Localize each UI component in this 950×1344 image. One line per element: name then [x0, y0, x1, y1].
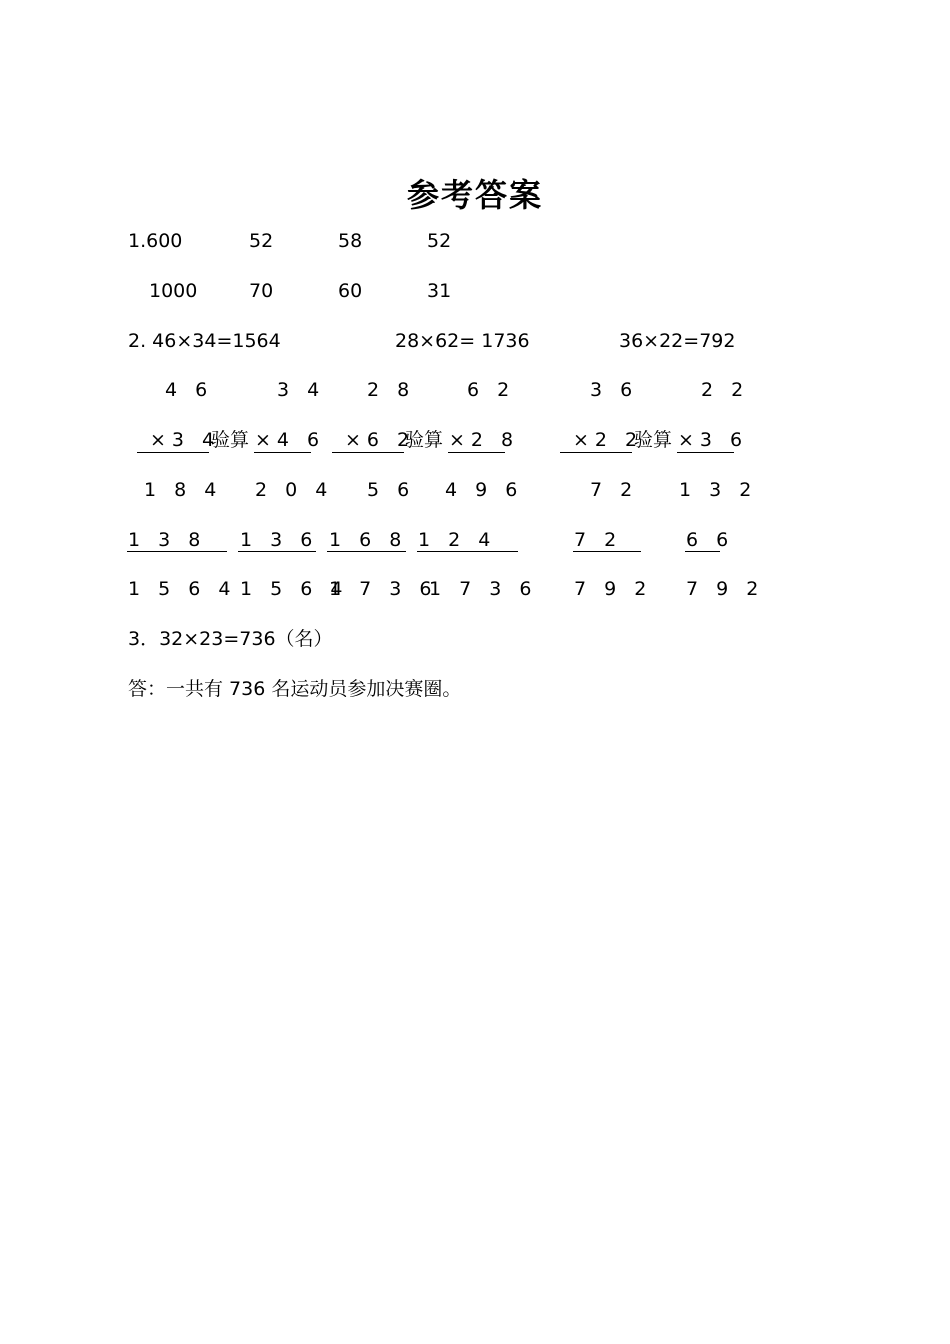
c1-top-a: 4 6 — [165, 379, 214, 401]
c3-p2-a: 7 2 — [574, 529, 623, 551]
q3-answer: 答：一共有 736 名运动员参加决赛圈。 — [128, 678, 462, 700]
c1-mul-a-underline — [137, 452, 209, 453]
q3-equation: 3．32×23=736（名） — [128, 628, 333, 650]
q1-r1-c1: 1.600 — [128, 230, 183, 252]
c3-p1-a: 7 2 — [590, 479, 639, 501]
c2-p2-b-underline — [417, 551, 518, 552]
c1-p2-b-underline — [238, 551, 316, 552]
c1-p2-b: 1 3 6 — [240, 529, 319, 551]
c3-top-b: 2 2 — [701, 379, 750, 401]
c1-top-b: 3 4 — [277, 379, 326, 401]
c2-top-a: 2 8 — [367, 379, 416, 401]
c2-p2-a-underline — [327, 551, 406, 552]
q2-equation-3: 36×22=792 — [619, 330, 736, 352]
q2-equation-2: 28×62= 1736 — [395, 330, 530, 352]
c2-mul-a: ×6 2 — [345, 429, 416, 451]
c1-mul-b: ×4 6 — [255, 429, 326, 451]
c2-mul-b: ×2 8 — [449, 429, 520, 451]
c1-mul-b-underline — [254, 452, 311, 453]
q1-r2-c1: 1000 — [149, 280, 198, 302]
q1-r2-c2: 70 — [249, 280, 274, 302]
q1-r2-c4: 31 — [427, 280, 452, 302]
c2-top-b: 6 2 — [467, 379, 516, 401]
c1-p1-a: 1 8 4 — [144, 479, 223, 501]
c3-mul-b-underline — [677, 452, 734, 453]
c2-res-b: 1 7 3 6 — [429, 578, 538, 600]
q1-r2-c3: 60 — [338, 280, 363, 302]
c3-p2-b: 6 6 — [686, 529, 735, 551]
c3-mul-b: ×3 6 — [678, 429, 749, 451]
c3-top-a: 3 6 — [590, 379, 639, 401]
q2-equation-1: 2. 46×34=1564 — [128, 330, 281, 352]
page-title: 参考答案 — [406, 176, 543, 214]
c3-mul-a-underline — [560, 452, 632, 453]
c3-res-b: 7 9 2 — [686, 578, 765, 600]
c2-verify-label: 验算 — [405, 429, 444, 451]
c1-p1-b: 2 0 4 — [255, 479, 334, 501]
c2-p2-b: 1 2 4 — [418, 529, 497, 551]
c1-p2-a: 1 3 8 — [128, 529, 207, 551]
c1-res-b: 1 5 6 4 — [240, 578, 349, 600]
c2-mul-b-underline — [448, 452, 505, 453]
q1-r1-c2: 52 — [249, 230, 274, 252]
c2-p1-a: 5 6 — [367, 479, 416, 501]
c2-mul-a-underline — [332, 452, 404, 453]
c3-mul-a: ×2 2 — [573, 429, 644, 451]
c3-verify-label: 验算 — [634, 429, 673, 451]
c1-p2-a-underline — [127, 551, 227, 552]
c2-p1-b: 4 9 6 — [445, 479, 524, 501]
c3-p2-b-underline — [685, 551, 720, 552]
c3-res-a: 7 9 2 — [574, 578, 653, 600]
c2-res-a: 1 7 3 6 — [329, 578, 438, 600]
c1-verify-label: 验算 — [211, 429, 250, 451]
c1-mul-a: ×3 4 — [150, 429, 221, 451]
c3-p1-b: 1 3 2 — [679, 479, 758, 501]
c3-p2-a-underline — [573, 551, 641, 552]
q1-r1-c4: 52 — [427, 230, 452, 252]
c1-res-a: 1 5 6 4 — [128, 578, 237, 600]
q1-r1-c3: 58 — [338, 230, 363, 252]
c2-p2-a: 1 6 8 — [329, 529, 408, 551]
